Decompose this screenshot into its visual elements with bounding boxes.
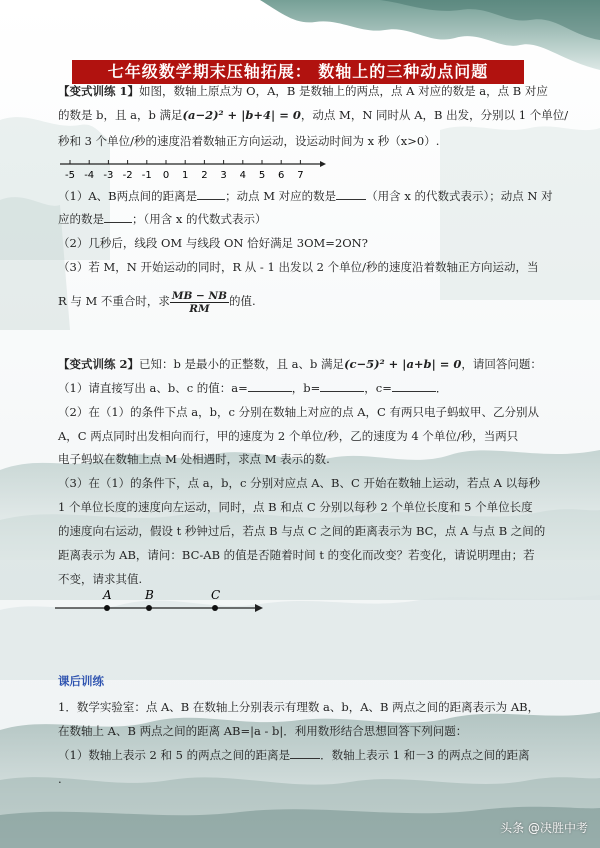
ex1-q2-text: （2）几秒后，线段 OM 与线段 ON 恰好满足 3OM=2ON? [58,236,368,250]
number-line-tick-label: 3 [220,170,227,181]
number-line-tick-label: 4 [239,170,246,181]
ex2-text-1b: ，请回答问题： [461,357,542,371]
point-b-dot [146,605,152,611]
practice-line-1 [58,700,558,714]
ex2-q1-text-a: （1）请直接写出 a、b、c 的值：a= [58,381,248,395]
practice-text-3b: ．数轴上表示 1 和－3 的两点之间的距离 [320,748,530,762]
point-c-label: C [211,588,221,602]
ex2-line-1 [58,357,558,371]
ex2-text-1a: 已知：b 是最小的正整数，且 a、b 满足 [139,357,345,371]
blank-b-value[interactable] [320,381,364,392]
number-line-tick-label: 7 [297,170,304,181]
practice-text-4: . [58,772,62,786]
ex2-q3-line-3 [58,524,558,538]
ex1-q1-text-b: ；动点 M 对应的数是 [225,189,337,203]
ex1-text-2b: ，动点 M，N 同时从 A，B 出发，分别以 1 个单位/ [300,108,569,122]
number-line-tick-label: 2 [201,170,208,181]
ex2-q2-line-1 [58,405,558,419]
blank-m-value[interactable] [336,189,366,200]
ex1-q3-line-1 [58,260,558,274]
ex1-line-1 [58,84,558,98]
practice-text-3a: （1）数轴上表示 2 和 5 的两点之间的距离是 [58,748,291,762]
ex1-text-2a: 的数是 b，且 a，b 满足 [58,108,183,122]
practice-text-2: 在数轴上 A、B 两点之间的距离 AB=|a - b|．利用数形结合思想回答下列问题： [58,724,468,738]
ex2-q3-line-2 [58,500,558,514]
ex2-q3-text-c: 的速度向右运动，假设 t 秒钟过后，若点 B 与点 C 之间的距离表示为 BC，点 A 与点 B 之间的 [58,524,546,538]
ex1-q1-text-c: （用含 x 的代数式表示）；动点 N 对 [366,189,553,203]
number-line-tick-label: -1 [141,170,152,181]
ex2-condition-expression: (c−5)² + |a+b| = 0 [344,357,462,371]
ex2-q2-text-b: A，C 两点同时出发相向而行，甲的速度为 2 个单位/秒，乙的速度为 4 个单位/秒，当两只 [58,429,519,443]
number-line-figure [58,158,328,184]
blank-distance-2-5[interactable] [290,748,320,759]
point-c-dot [212,605,218,611]
point-b-label: B [145,588,154,602]
number-line-tick-label: 0 [162,170,170,181]
figure-arrow [255,604,263,612]
practice-section-title: 课后训练 [58,674,104,688]
ex1-q2-line [58,236,558,250]
number-line-tick-label: -5 [65,170,75,181]
ex2-q1-line [58,381,558,395]
number-line-arrow [320,161,326,167]
ex1-q1-line-1 [58,189,558,203]
ex1-q1-text-d: 应的数是 [58,212,104,226]
ex2-q3-line-4 [58,548,558,562]
ex2-q3-text-b: 1 个单位长度的速度向左运动，同时，点 B 和点 C 分别以每秒 2 个单位长度和 5 个单位长度 [58,500,533,514]
practice-line-2 [58,724,558,738]
ex1-text-1: 如图，数轴上原点为 O，A，B 是数轴上的两点，点 A 对应的数是 a，点 B 对应 [139,84,548,98]
ex1-line-3 [58,134,558,148]
ex1-line-2 [58,108,569,122]
number-line-tick-label: 5 [258,170,266,181]
practice-line-4 [58,772,558,786]
number-line-tick-label: -4 [84,170,95,181]
points-on-line-figure [55,584,265,620]
ex1-condition-expression: (a−2)² + |b+4| = 0 [182,108,301,122]
page-title: 七年级数学期末压轴拓展： 数轴上的三种动点问题 [72,60,524,84]
number-line-tick-label: -3 [103,170,114,181]
ex1-label: 【变式训练 1】 [58,84,140,98]
ex1-q3-line-2 [58,288,558,315]
ex2-q2-line-2 [58,429,558,443]
fraction-numerator: MB − NB [171,289,227,302]
ex2-q3-text-d: 距离表示为 AB，请问：BC-AB 的值是否随着时间 t 的变化而改变？若变化，请说明理由；若 [58,548,535,562]
ex2-q1-text-c: ，c= [364,381,392,395]
blank-n-value[interactable] [104,212,132,223]
ex2-q1-text-d: ． [435,381,448,395]
number-line-tick-label: -2 [122,170,133,181]
practice-line-3 [58,748,558,762]
number-line-tick-label: 1 [182,170,189,181]
ex1-q3-text-b: R 与 M 不重合时，求 [58,294,170,308]
ex1-q3-text-a: （3）若 M，N 开始运动的同时，R 从 - 1 出发以 2 个单位/秒的速度沿着数轴正方向运动，当 [58,260,539,274]
ex2-q1-text-b: ，b= [291,381,321,395]
ex1-q3-text-c: 的值. [229,294,256,308]
point-a-label: A [103,588,112,602]
ex2-q3-line-1 [58,476,558,490]
ex1-q1-text-e: ；（用含 x 的代数式表示） [132,212,267,226]
source-watermark: 头条 @决胜中考 [500,821,588,835]
point-a-dot [104,605,110,611]
ex1-q1-text-a: （1）A、B两点间的距离是 [58,189,198,203]
blank-c-value[interactable] [392,381,436,392]
blank-a-value[interactable] [248,381,292,392]
ex2-q2-line-3 [58,452,558,466]
number-line-tick-label: 6 [278,170,285,181]
ex1-fraction [170,290,229,315]
ex2-q3-text-a: （3）在（1）的条件下，点 a，b，c 分别对应点 A、B、C 开始在数轴上运动，若点 A 以每秒 [58,476,541,490]
ex1-text-3: 秒和 3 个单位/秒的速度沿着数轴正方向运动，设运动时间为 x 秒（x>0）. [58,134,440,148]
ex2-q2-text-a: （2）在（1）的条件下点 a，b，c 分别在数轴上对应的点 A，C 有两只电子蚂蚁甲、乙分别从 [58,405,540,419]
ex2-q3-text-e: 不变，请求其值. [58,572,143,586]
ex2-label: 【变式训练 2】 [58,357,140,371]
practice-text-1: 1．数学实验室：点 A、B 在数轴上分别表示有理数 a、b，A、B 两点之间的距离表示为 AB， [58,700,540,714]
blank-ab-distance[interactable] [197,189,225,200]
fraction-denominator: RM [189,302,210,315]
ex2-q2-text-c: 电子蚂蚁在数轴上点 M 处相遇时，求点 M 表示的数. [58,452,330,466]
ex1-q1-line-2 [58,212,558,226]
